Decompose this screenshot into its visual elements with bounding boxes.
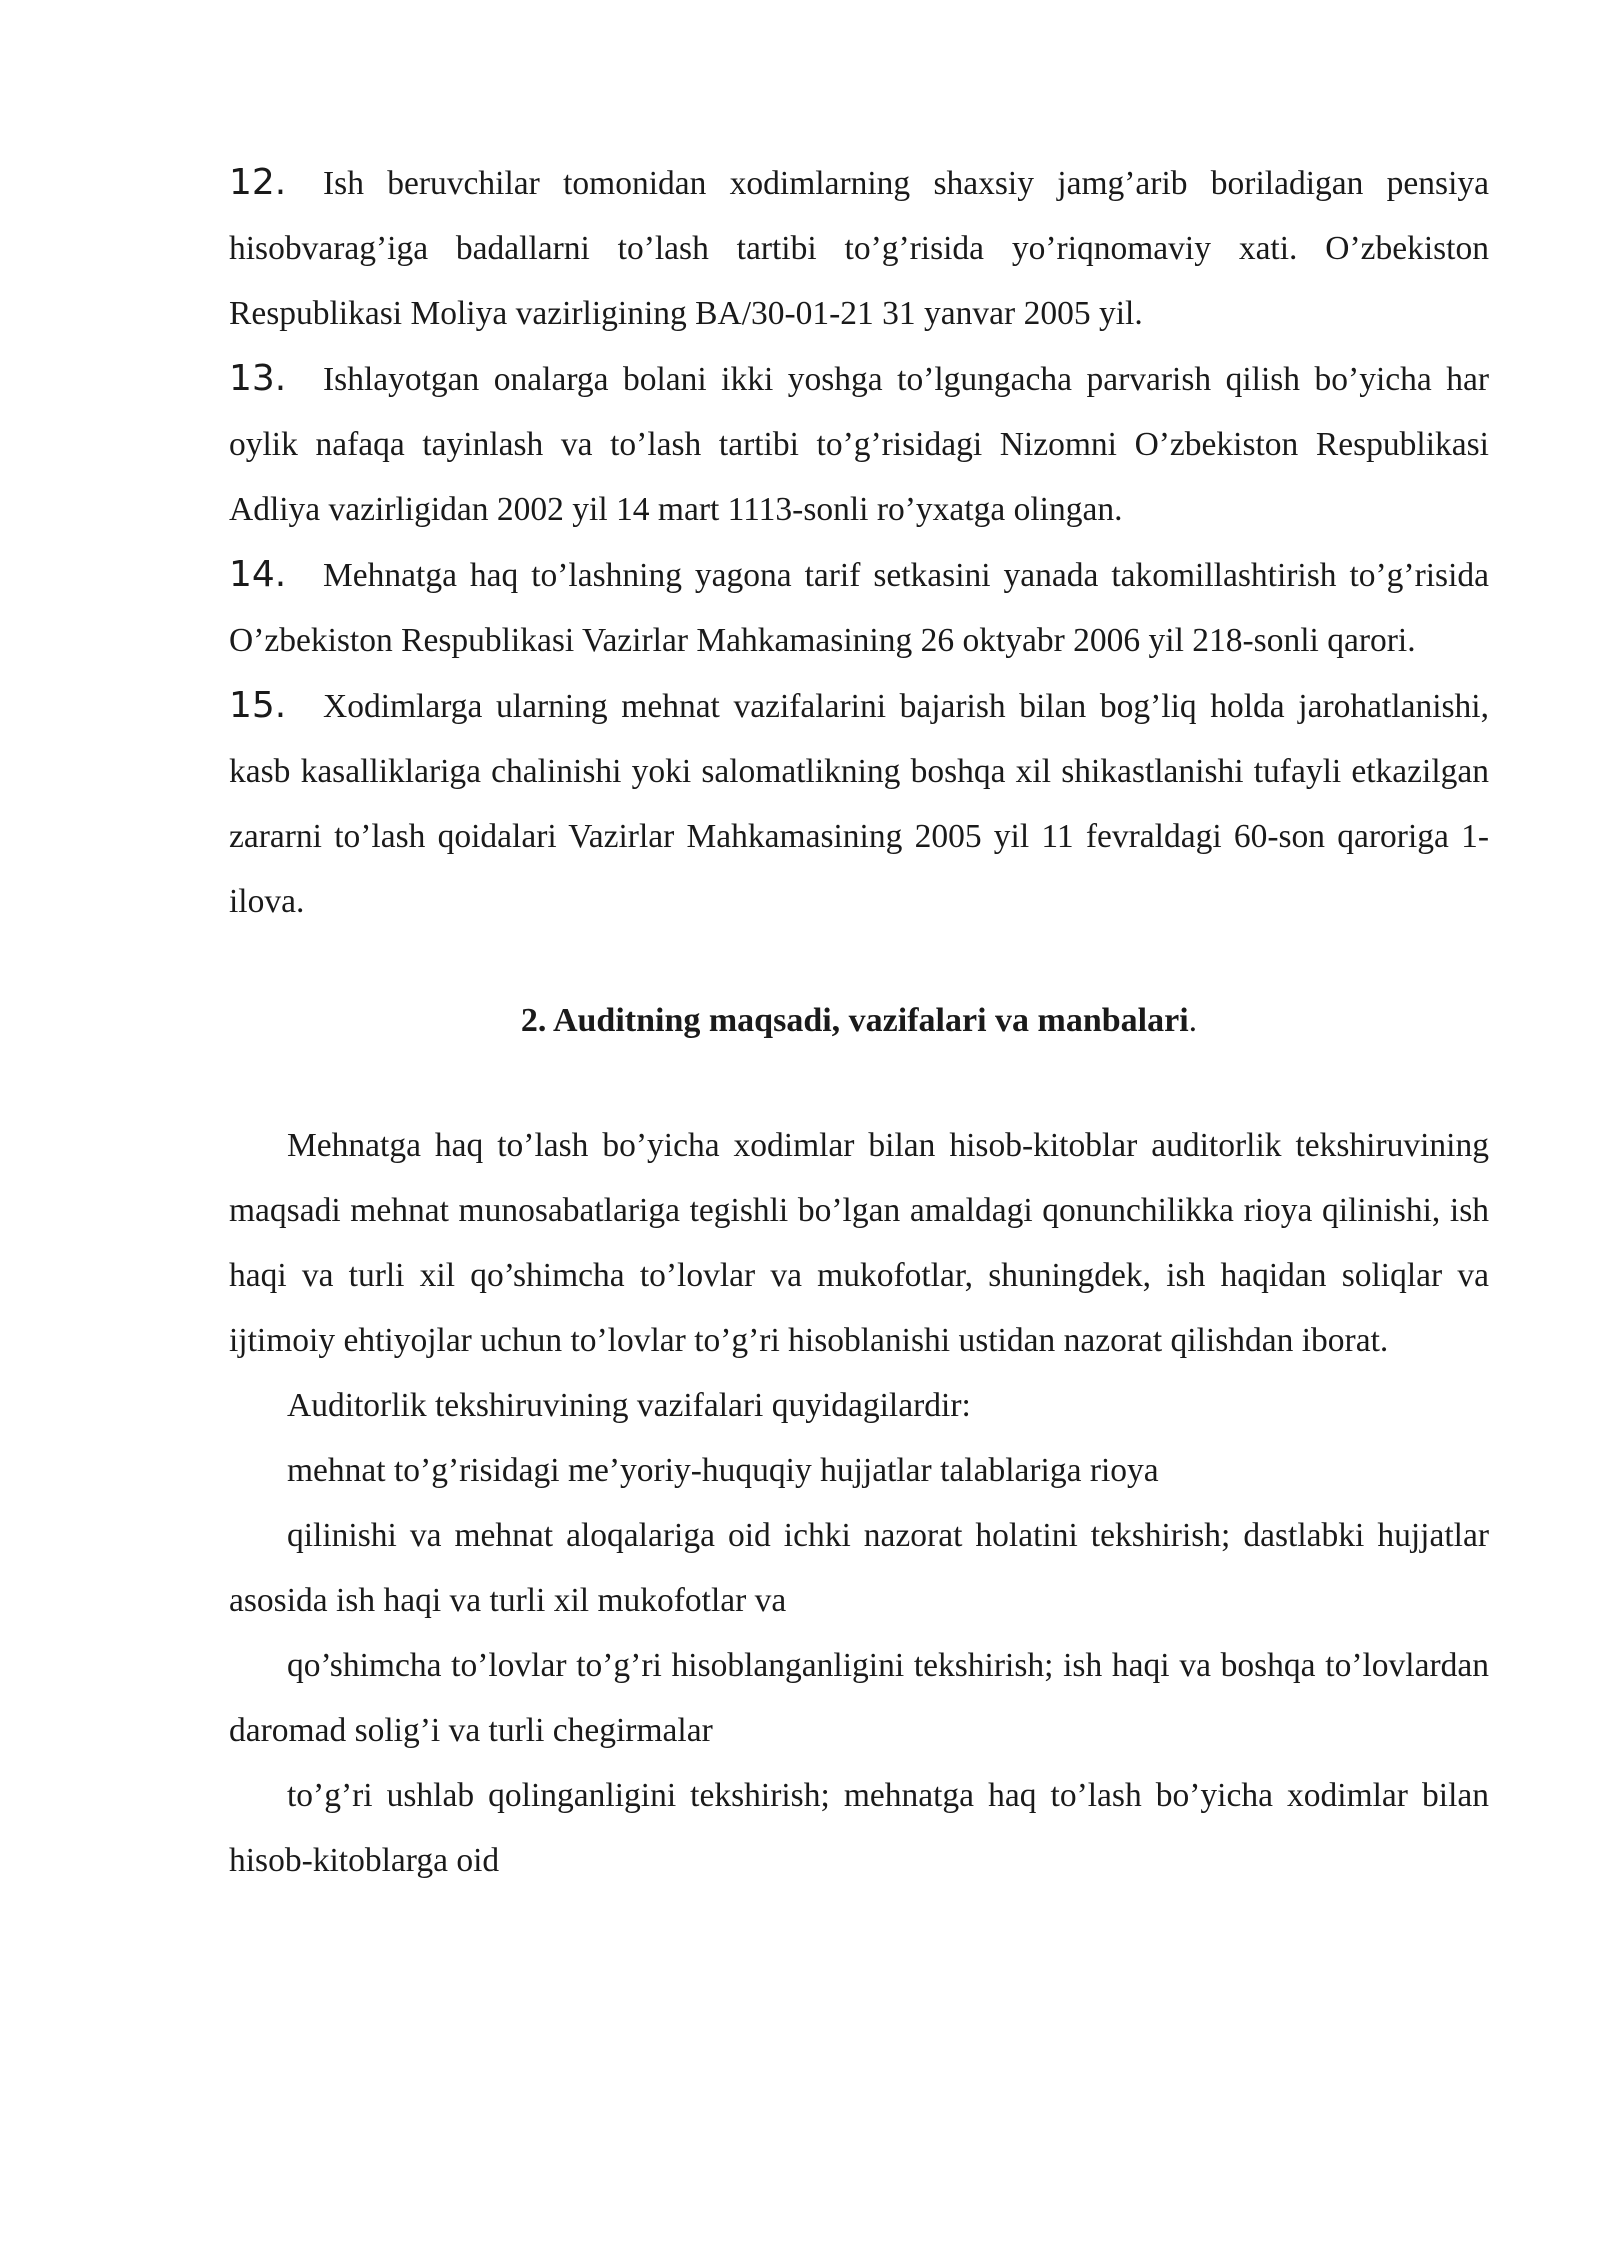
item-number: 13. [229,358,287,399]
item-text: Mehnatga haq to’lashning yagona tarif setkasini yanada takomillashtirish to’g’risida O’zbekiston Respublikasi Vazirlar Mahkamasining 26 oktyabr 2006 yil 218-sonli qarori. [229,557,1489,659]
paragraph-task-1: mehnat to’g’risidagi me’yoriy-huquqiy hujjatlar talablariga rioya [287,1452,1159,1489]
item-text: Ishlayotgan onalarga bolani ikki yoshga to’lgungacha parvarish qilish bo’yicha har oylik nafaqa tayinlash va to’lash tartibi to’g’risidagi Nizomni O’zbekiston Respublikasi Adliya vazirligidan 2002 yil 14 mart 1113-sonli ro’yxatga olingan. [229,361,1489,528]
list-item-15 [229,673,1489,934]
section-heading [229,988,1489,1053]
item-number: 14. [229,554,287,595]
item-number: 15. [229,685,287,726]
item-text: Xodimlarga ularning mehnat vazifalarini bajarish bilan bog’liq holda jarohatlanishi, kasb kasalliklariga chalinishi yoki salomatlikning boshqa xil shikastlanishi tufayli etkazilgan zararni to’lash qoidalari Vazirlar Mahkamasining 2005 yil 11 fevraldagi 60-son qaroriga 1-ilova. [229,688,1489,920]
paragraph-task-4: to’g’ri ushlab qolinganligini tekshirish; mehnatga haq to’lash bo’yicha xodimlar bilan hisob-kitoblarga oid [229,1777,1489,1879]
list-item-12 [229,150,1489,346]
list-item-13 [229,346,1489,542]
item-number: 12. [229,162,287,203]
paragraph-tasks-intro: Auditorlik tekshiruvining vazifalari quyidagilardir: [287,1387,971,1424]
document-page [229,150,1489,1893]
section-heading-dot: . [1188,1002,1198,1039]
list-item-14 [229,542,1489,673]
section-heading-text: 2. Auditning maqsadi, vazifalari va manbalari [520,1002,1189,1039]
paragraph-task-2: qilinishi va mehnat aloqalariga oid ichki nazorat holatini tekshirish; dastlabki hujjatlar asosida ish haqi va turli xil mukofotlar va [229,1517,1489,1619]
paragraph-purpose: Mehnatga haq to’lash bo’yicha xodimlar bilan hisob-kitoblar auditorlik tekshiruvining maqsadi mehnat munosabatlariga tegishli bo’lgan amaldagi qonunchilikka rioya qilinishi, ish haqi va turli xil qo’shimcha to’lovlar va mukofotlar, shuningdek, ish haqidan soliqlar va ijtimoiy ehtiyojlar uchun to’lovlar to’g’ri hisoblanishi ustidan nazorat qilishdan iborat. [229,1127,1489,1359]
paragraph-task-3: qo’shimcha to’lovlar to’g’ri hisoblanganligini tekshirish; ish haqi va boshqa to’lovlardan daromad solig’i va turli chegirmalar [229,1647,1489,1749]
item-text: Ish beruvchilar tomonidan xodimlarning shaxsiy jamg’arib boriladigan pensiya hisobvarag’iga badallarni to’lash tartibi to’g’risida yo’riqnomaviy xati. O’zbekiston Respublikasi Moliya vazirligining BA/30-01-21 31 yanvar 2005 yil. [229,165,1489,332]
